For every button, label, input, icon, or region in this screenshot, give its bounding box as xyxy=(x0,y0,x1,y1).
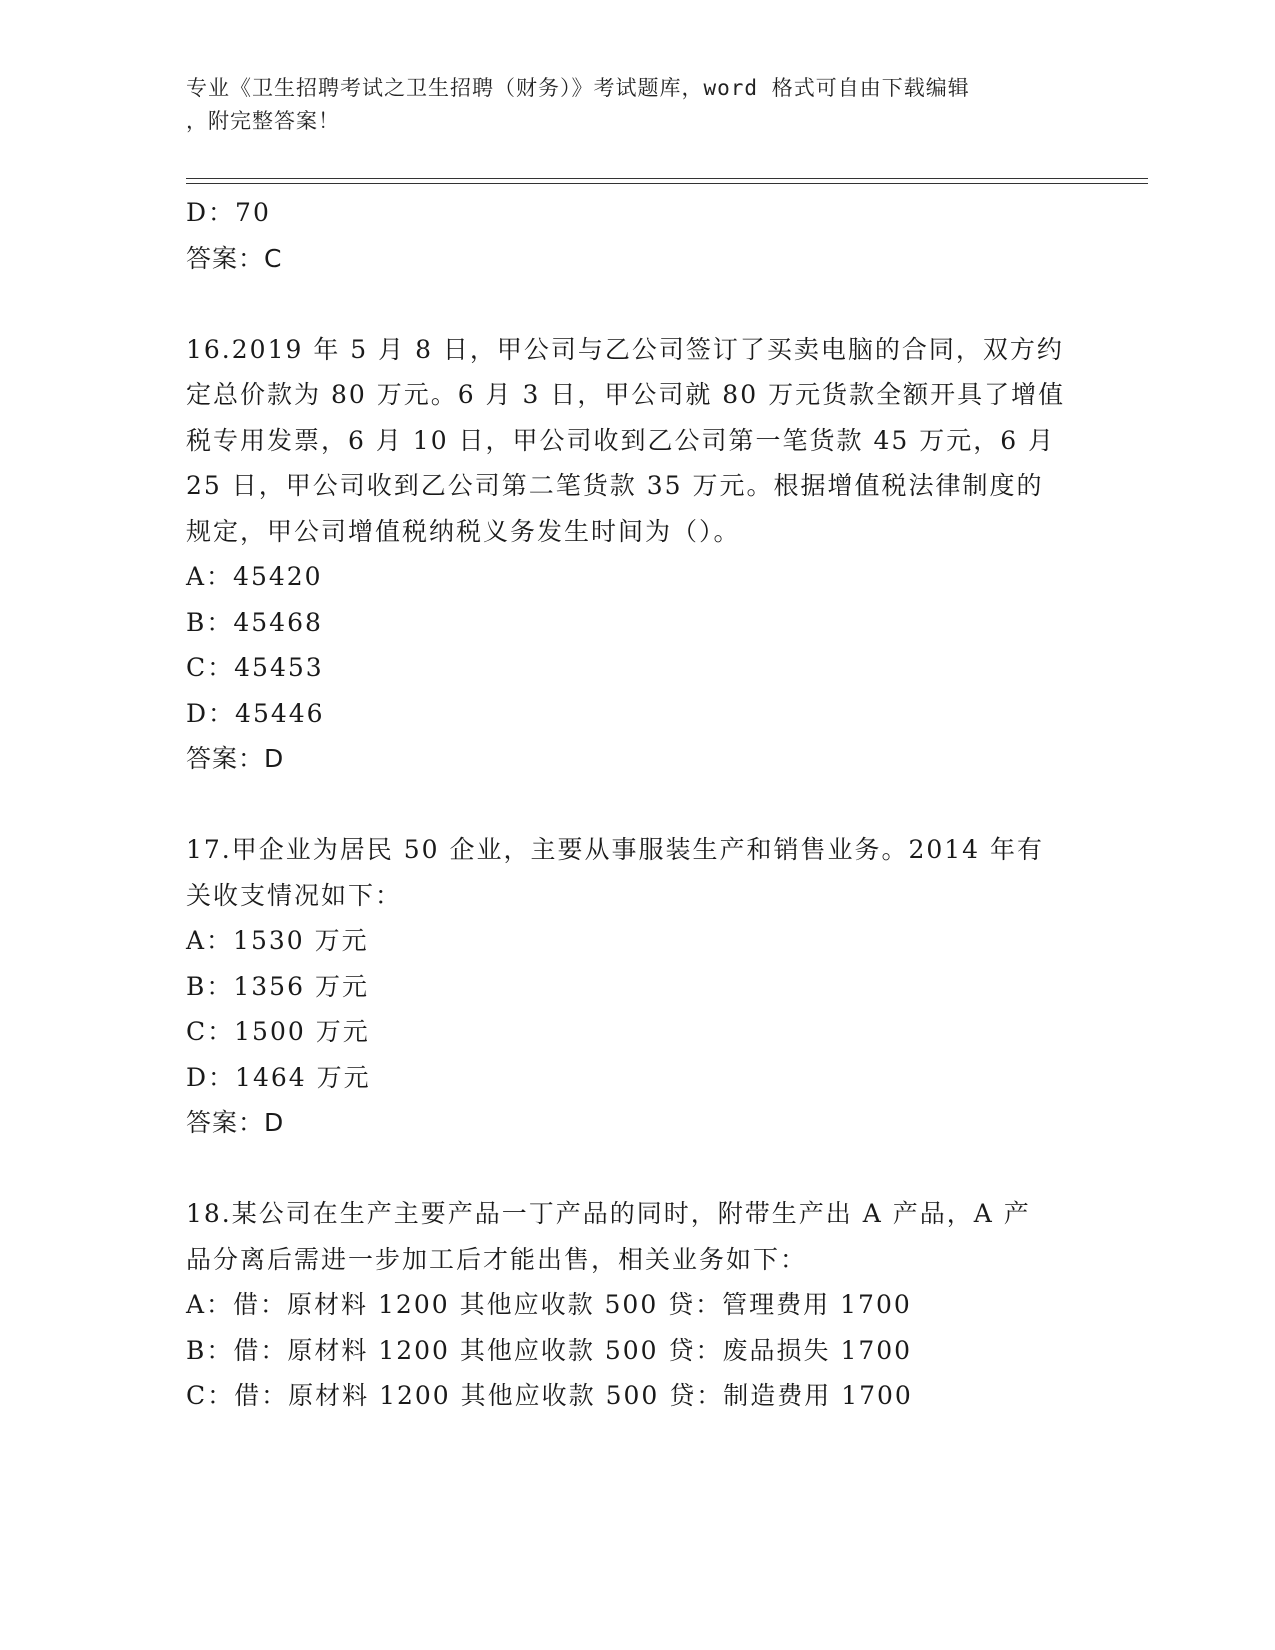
question-17-line-2: 关收支情况如下： xyxy=(186,880,403,910)
prev-answer: 答案：C xyxy=(186,243,283,273)
question-18-option-c: C：借：原材料 1200 其他应收款 500 贷：制造费用 1700 xyxy=(186,1381,913,1410)
question-17-option-a: A：1530 万元 xyxy=(186,926,369,955)
question-18-option-b: B：借：原材料 1200 其他应收款 500 贷：废品损失 1700 xyxy=(186,1335,913,1365)
question-18-line-2: 品分离后需进一步加工后才能出售，相关业务如下： xyxy=(186,1244,808,1274)
question-17-option-d: D：1464 万元 xyxy=(186,1062,371,1092)
question-17-line-1: 17.甲企业为居民 50 企业，主要从事服装生产和销售业务。2014 年有 xyxy=(186,835,1045,864)
page-header xyxy=(186,72,1086,138)
header-line-1: 专业《卫生招聘考试之卫生招聘（财务）》考试题库，word 格式可自由下载编辑 xyxy=(186,76,970,100)
question-17 xyxy=(186,827,1086,1146)
question-16 xyxy=(186,327,1086,782)
question-16-line-3: 税专用发票，6 月 10 日，甲公司收到乙公司第一笔货款 45 万元，6 月 xyxy=(186,425,1056,455)
question-17-option-b: B：1356 万元 xyxy=(186,971,369,1001)
header-line-2: ，附完整答案！ xyxy=(186,109,340,133)
spacer xyxy=(186,1146,1086,1192)
question-16-answer: 答案：D xyxy=(186,744,285,773)
question-18 xyxy=(186,1191,1086,1419)
question-18-option-a: A：借：原材料 1200 其他应收款 500 贷：管理费用 1700 xyxy=(186,1290,912,1319)
question-16-line-5: 规定，甲公司增值税纳税义务发生时间为（）。 xyxy=(186,516,741,546)
spacer xyxy=(186,281,1086,327)
question-16-line-4: 25 日，甲公司收到乙公司第二笔货款 35 万元。根据增值税法律制度的 xyxy=(186,471,1044,500)
spacer xyxy=(186,782,1086,828)
header-divider-bottom xyxy=(186,183,1148,184)
question-16-option-c: C：45453 xyxy=(186,653,324,682)
question-16-option-d: D：45446 xyxy=(186,698,325,728)
header-divider-top xyxy=(186,178,1148,179)
question-16-line-2: 定总价款为 80 万元。6 月 3 日，甲公司就 80 万元货款全额开具了增值 xyxy=(186,380,1066,409)
question-16-option-b: B：45468 xyxy=(186,607,323,637)
prev-option-d: D：70 xyxy=(186,198,271,227)
question-17-answer: 答案：D xyxy=(186,1108,285,1137)
question-list xyxy=(186,190,1086,1419)
question-16-option-a: A：45420 xyxy=(186,562,323,591)
question-17-option-c: C：1500 万元 xyxy=(186,1017,370,1046)
question-16-line-1: 16.2019 年 5 月 8 日，甲公司与乙公司签订了买卖电脑的合同，双方约 xyxy=(186,334,1064,364)
question-18-line-1: 18.某公司在生产主要产品一丁产品的同时，附带生产出 A 产品，A 产 xyxy=(186,1199,1031,1228)
